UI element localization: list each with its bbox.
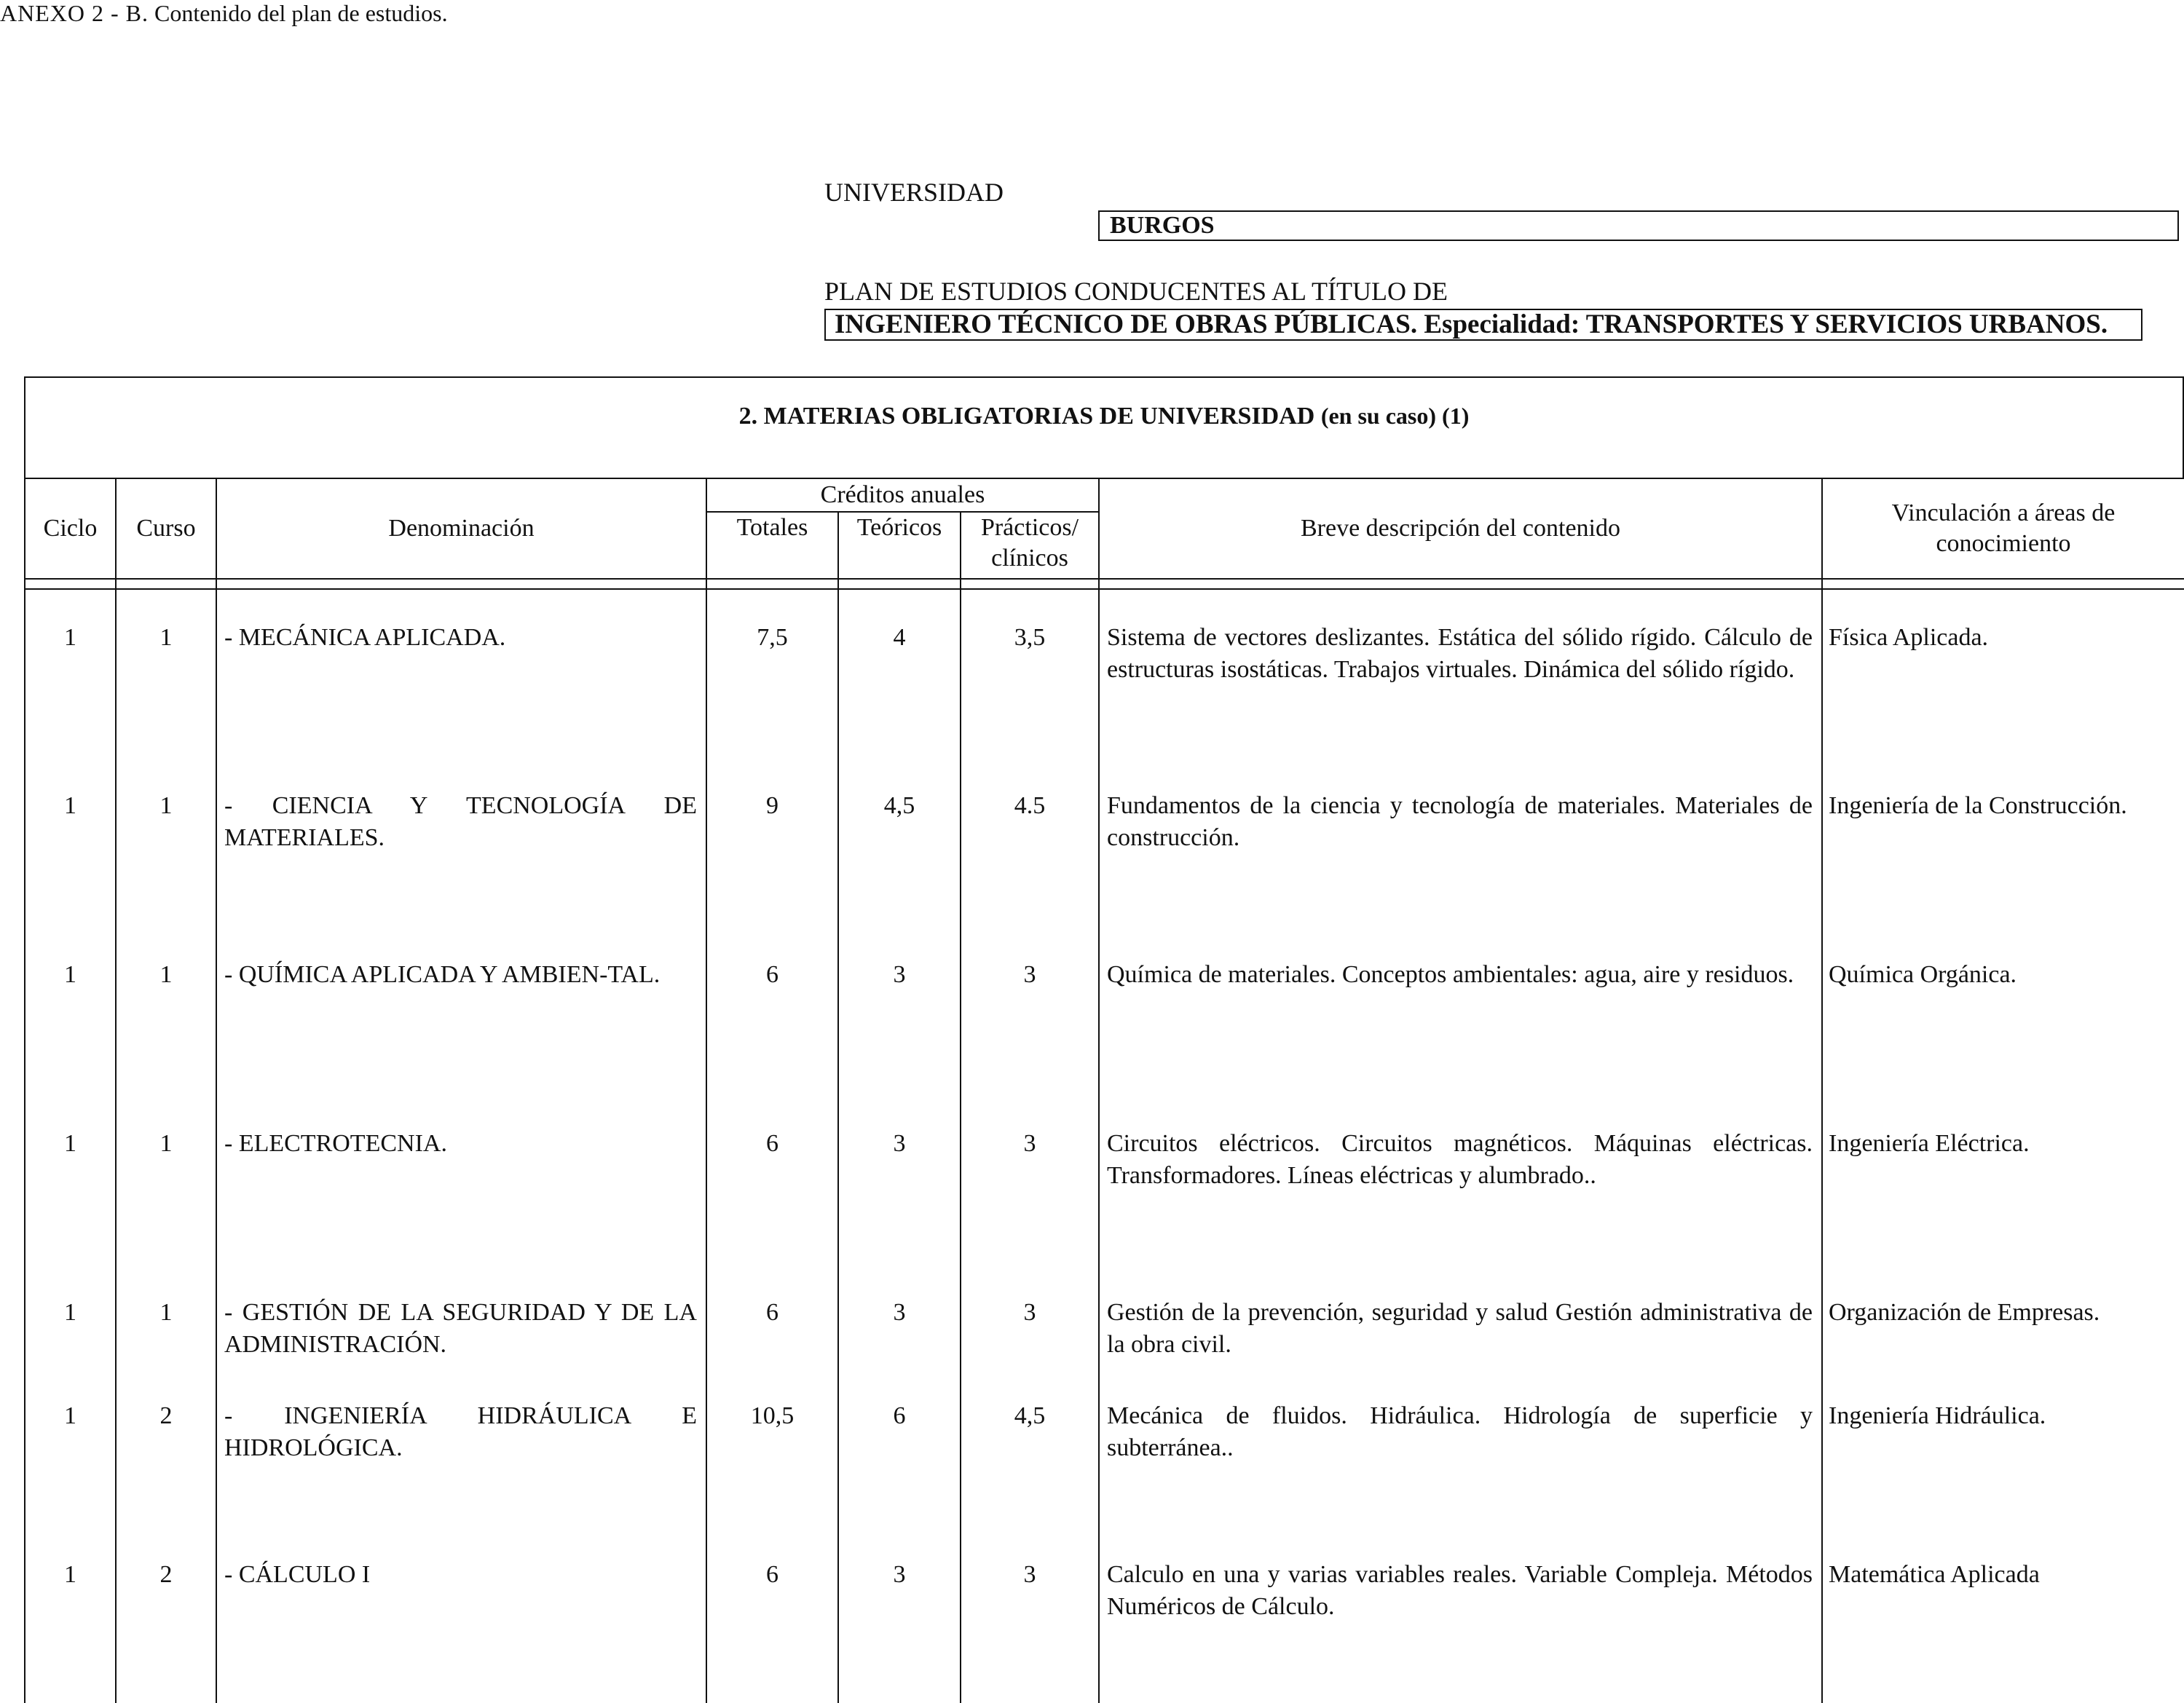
annex-heading [0,0,448,27]
university-label: UNIVERSIDAD [824,178,1004,207]
cell-area: Ingeniería Eléctrica. [1822,1096,2184,1265]
cell-curso: 2 [116,1557,216,1703]
section-subtitle: (en su caso) (1) [1320,403,1470,429]
cell-area: Matemática Aplicada [1822,1557,2184,1703]
cell-teoricos: 4,5 [838,758,961,927]
cell-practicos: 4.5 [961,758,1099,927]
cell-teoricos: 3 [838,1557,961,1703]
cell-ciclo: 1 [25,1390,116,1557]
cell-denominacion: - CIENCIA Y TECNOLOGÍA DE MATERIALES. [216,758,706,927]
cell-totales: 6 [706,1557,838,1703]
cell-descripcion: Mecánica de fluidos. Hidráulica. Hidrología de superficie y subterránea.. [1099,1390,1822,1557]
cell-descripcion: Química de materiales. Conceptos ambientales: agua, aire y residuos. [1099,927,1822,1096]
header-creditos: Créditos anuales [706,478,1099,512]
cell-teoricos: 3 [838,1265,961,1390]
header-vinculacion: Vinculación a áreas de conocimiento [1822,478,2184,579]
header-denominacion: Denominación [216,478,706,579]
annex-text: Contenido del plan de estudios. [154,0,448,26]
cell-denominacion: - CÁLCULO I [216,1557,706,1703]
cell-ciclo: 1 [25,589,116,758]
cell-ciclo: 1 [25,1557,116,1703]
cell-curso: 1 [116,927,216,1096]
cell-totales: 6 [706,1265,838,1390]
header-descripcion: Breve descripción del contenido [1099,478,1822,579]
cell-practicos: 4,5 [961,1390,1099,1557]
cell-practicos: 3 [961,927,1099,1096]
cell-area: Química Orgánica. [1822,927,2184,1096]
cell-descripcion: Calculo en una y varias variables reales. Variable Compleja. Métodos Numéricos de Cálculo. [1099,1557,1822,1703]
header-practicos-line2: clínicos [991,545,1068,572]
cell-denominacion: - ELECTROTECNIA. [216,1096,706,1265]
cell-practicos: 3 [961,1265,1099,1390]
subjects-table [24,478,2184,1703]
table-row [25,927,2184,1096]
header-ciclo: Ciclo [25,478,116,579]
header-practicos [961,512,1099,579]
cell-ciclo: 1 [25,1265,116,1390]
header-practicos-line1: Prácticos/ [980,514,1079,541]
cell-totales: 9 [706,758,838,927]
annex-label: ANEXO 2 - B. [0,0,149,26]
cell-practicos: 3 [961,1557,1099,1703]
cell-descripcion: Gestión de la prevención, seguridad y salud Gestión administrativa de la obra civil. [1099,1265,1822,1390]
section-title: 2. MATERIAS OBLIGATORIAS DE UNIVERSIDAD [738,403,1315,430]
cell-area: Física Aplicada. [1822,589,2184,758]
cell-curso: 1 [116,1265,216,1390]
degree-title-box: INGENIERO TÉCNICO DE OBRAS PÚBLICAS. Especialidad: TRANSPORTES Y SERVICIOS URBANOS. [824,309,2142,341]
cell-teoricos: 6 [838,1390,961,1557]
table-row [25,1265,2184,1390]
cell-totales: 6 [706,1096,838,1265]
cell-teoricos: 3 [838,1096,961,1265]
university-value-box: BURGOS [1098,210,2179,241]
cell-curso: 1 [116,758,216,927]
table-row [25,1557,2184,1703]
cell-denominacion: - INGENIERÍA HIDRÁULICA E HIDROLÓGICA. [216,1390,706,1557]
cell-totales: 6 [706,927,838,1096]
cell-ciclo: 1 [25,927,116,1096]
table-row [25,758,2184,927]
cell-ciclo: 1 [25,1096,116,1265]
cell-totales: 10,5 [706,1390,838,1557]
cell-denominacion: - MECÁNICA APLICADA. [216,589,706,758]
cell-denominacion: - GESTIÓN DE LA SEGURIDAD Y DE LA ADMINISTRACIÓN. [216,1265,706,1390]
cell-practicos: 3,5 [961,589,1099,758]
cell-area: Organización de Empresas. [1822,1265,2184,1390]
table-row [25,589,2184,758]
cell-curso: 1 [116,589,216,758]
cell-ciclo: 1 [25,758,116,927]
header-totales: Totales [706,512,838,579]
cell-area: Ingeniería Hidráulica. [1822,1390,2184,1557]
section-header [24,376,2184,478]
table-row [25,1390,2184,1557]
cell-teoricos: 3 [838,927,961,1096]
cell-curso: 2 [116,1390,216,1557]
cell-descripcion: Circuitos eléctricos. Circuitos magnéticos. Máquinas eléctricas. Transformadores. Líneas eléctricas y alumbrado.. [1099,1096,1822,1265]
cell-curso: 1 [116,1096,216,1265]
table-row [25,1096,2184,1265]
header-teoricos: Teóricos [838,512,961,579]
cell-practicos: 3 [961,1096,1099,1265]
cell-descripcion: Sistema de vectores deslizantes. Estática del sólido rígido. Cálculo de estructuras isostáticas. Trabajos virtuales. Dinámica del sólido rígido. [1099,589,1822,758]
cell-teoricos: 4 [838,589,961,758]
cell-area: Ingeniería de la Construcción. [1822,758,2184,927]
cell-totales: 7,5 [706,589,838,758]
plan-label: PLAN DE ESTUDIOS CONDUCENTES AL TÍTULO DE [824,277,1448,306]
cell-denominacion: - QUÍMICA APLICADA Y AMBIEN-TAL. [216,927,706,1096]
header-curso: Curso [116,478,216,579]
cell-descripcion: Fundamentos de la ciencia y tecnología de materiales. Materiales de construcción. [1099,758,1822,927]
